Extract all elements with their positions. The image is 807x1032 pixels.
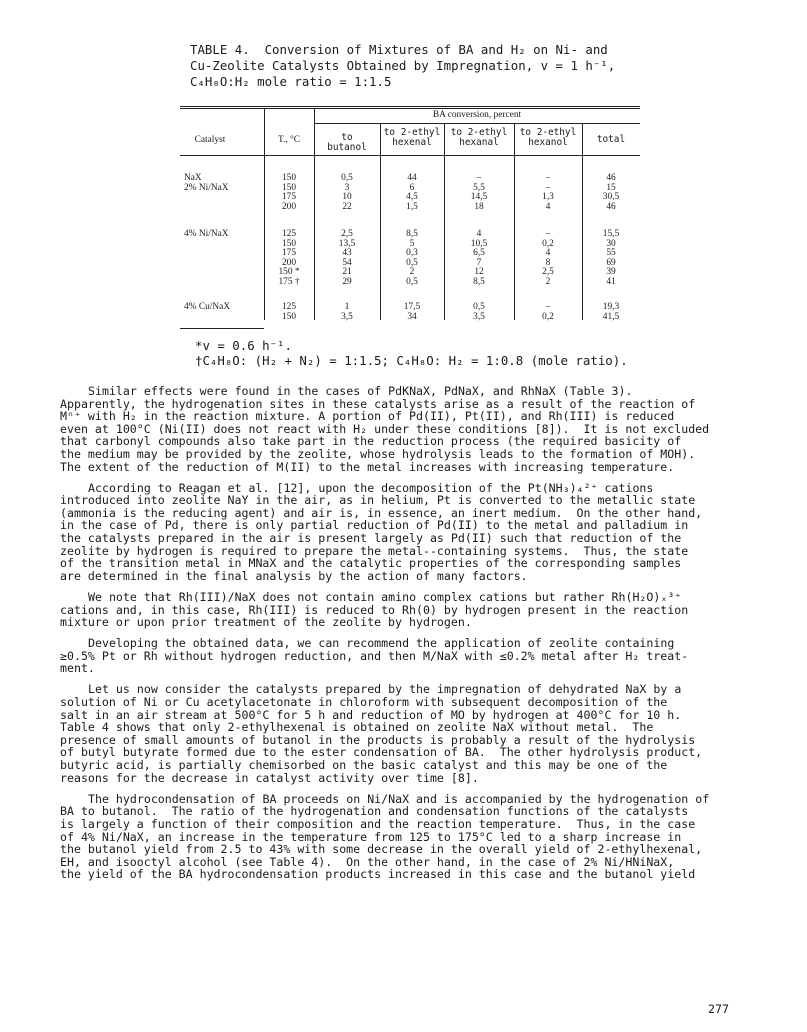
table-cell: 150 [281, 311, 297, 322]
table-cell: 4% Ni/NaX [184, 229, 229, 239]
table-cell: 1,3 [542, 192, 554, 203]
group-header: BA conversion, percent [432, 110, 522, 120]
column-hexenal-cells [380, 230, 444, 288]
paragraph-line: We note that Rh(III)/NaX does not contain amino complex cations but rather Rh(H₂O)ₓ³⁺ [88, 589, 682, 604]
column-hexanol-cells [514, 303, 582, 322]
col-sep [444, 123, 445, 320]
table-cell: 200 [281, 201, 297, 212]
table-cell: NaX [184, 173, 202, 183]
header-line: to 2-ethyl [450, 127, 508, 138]
header-line: hexanol [528, 137, 568, 148]
column-hexenal-cells [380, 174, 444, 212]
paragraph-line: even at 100°C (Ni(II) does not react with H₂ under these conditions [8]). It is not excluded [60, 421, 710, 436]
paragraph-line: The extent of the reduction of M(II) to the metal increases with increasing temperature. [60, 459, 675, 474]
column-catalyst-cells [184, 303, 262, 313]
paragraph-line: butyric acid, is partially chemisorbed on the basic catalyst and this may be one of the [60, 758, 668, 773]
paragraph-line: EH, and isooctyl alcohol (see Table 4). On the other hand, in the case of 2% Ni/HNiNaX, [60, 854, 675, 869]
header-line: to 2-ethyl [383, 127, 441, 138]
paragraph-line: introduced into zeolite NaY in the air, as in helium, Pt is converted to the metallic state [60, 493, 696, 508]
table-cell: 2,5 [341, 229, 353, 239]
header-to-ethylhexanol [514, 128, 582, 148]
column-total-cells [582, 174, 640, 212]
paragraph-line: According to Reagan et al. [12], upon the decomposition of the Pt(NH₃)₄²⁺ cations [88, 480, 654, 495]
table-cell: 54 [342, 257, 352, 268]
table-cell: 7 [476, 257, 482, 268]
column-total-cells [582, 303, 640, 322]
paragraph-line: Let us now consider the catalysts prepared by the impregnation of dehydrated NaX by a [88, 682, 682, 697]
page-number: 277 [708, 1002, 729, 1016]
paragraph-line: solution of Ni or Cu acetylacetonate in chloroform with subsequent decomposition of the [60, 695, 668, 710]
table-cell: 17,5 [403, 302, 421, 312]
table-cell: 4 [545, 201, 551, 212]
column-hexenal-cells [380, 303, 444, 322]
paragraph [60, 385, 750, 473]
paragraph-line: The hydrocondensation of BA proceeds on Ni/NaX and is accompanied by the hydrogenation of [88, 791, 710, 806]
paragraph-line: are determined in the final analysis by the action of many factors. [60, 568, 528, 583]
table-cell: – [545, 302, 551, 312]
table-cell: 8,5 [406, 229, 418, 239]
header-line: to [341, 132, 353, 143]
paragraph [60, 793, 750, 881]
table-cell: 34 [407, 311, 417, 322]
table-cell: 0,5 [406, 257, 418, 268]
group-header-rule [314, 123, 640, 124]
paragraph-line: zeolite by hydrogen is required to prepare the metal--containing systems. Thus, the state [60, 543, 689, 558]
footnote: †C₄H₈O: (H₂ + N₂) = 1:1.5; C₄H₈O: H₂ = 1:0.8 (mole ratio). [195, 353, 628, 368]
footnote: *v = 0.6 h⁻¹. [195, 338, 292, 353]
paragraph-line: is largely a function of their composition and the reaction temperature. Thus, in the case [60, 816, 696, 831]
table-cell: 0,5 [406, 276, 418, 287]
table-cell: 19,3 [602, 302, 620, 312]
table-cell: 3,5 [473, 311, 485, 322]
header-to-butanol [314, 133, 380, 153]
table-cell: 46 [606, 201, 616, 212]
table-cell: 8,5 [473, 276, 485, 287]
table-cell: 150 [281, 238, 297, 249]
table-cell: 125 [281, 302, 297, 312]
table-cell: 12 [474, 267, 484, 278]
table-cell: 22 [342, 201, 352, 212]
table-footnotes [195, 338, 628, 368]
table-cell: 175 [281, 192, 297, 203]
paragraph-line: the butanol yield from 2.5 to 43% with some decrease in the overall yield of 2-ethylhexenal, [60, 842, 703, 857]
col-sep [380, 123, 381, 320]
data-table [180, 106, 640, 330]
column-hexanal-cells [444, 303, 514, 322]
table-cell: 55 [606, 248, 616, 259]
table-cell: 30,5 [602, 192, 620, 203]
paragraph-line: Similar effects were found in the cases of PdKNaX, PdNaX, and RhNaX (Table 3). [88, 384, 633, 398]
paragraph-line: presence of small amounts of butanol in the products is probably a result of the hydrolysis [60, 732, 696, 747]
table-cell: 10 [342, 192, 352, 203]
paragraph-line: Developing the obtained data, we can recommend the application of zeolite containing [88, 636, 675, 651]
column-temp-cells [264, 230, 314, 288]
header-line: hexanal [459, 137, 499, 148]
table-cell: – [545, 182, 551, 193]
body-text [60, 385, 750, 889]
paragraph [60, 591, 750, 629]
table-cell: 4% Cu/NaX [184, 302, 231, 312]
table-cell: 4,5 [406, 192, 418, 203]
table-cell: 18 [474, 201, 484, 212]
table-cell: 6 [409, 182, 415, 193]
table-cell: 3 [344, 182, 350, 193]
table-cell: 8 [545, 257, 551, 268]
paragraph-line: Table 4 shows that only 2-ethylhexenal is obtained on zeolite NaX without metal. The [60, 720, 654, 735]
table-cell: 15 [606, 182, 616, 193]
paragraph-line: Mⁿ⁺ with H₂ in the reaction mixture. A portion of Pd(II), Pt(II), and Rh(III) is reduced [60, 409, 675, 424]
table-cell: 39 [606, 267, 616, 278]
paragraph-line: salt in an air stream at 500°C for 5 h and reduction of MO by hydrogen at 400°C for 10 h. [60, 707, 682, 722]
table-cell: 175 [281, 248, 297, 259]
paragraph-line: cations and, in this case, Rh(III) is reduced to Rh(0) by hydrogen present in the reaction [60, 602, 689, 617]
col-sep [582, 123, 583, 320]
paragraph-line: (ammonia is the reducing agent) and air is, in essence, an inert medium. On the other hand, [60, 505, 703, 520]
paragraph-line: in the case of Pd, there is only partial reduction of Pd(II) to the metal and palladium in [60, 518, 689, 533]
table-cell: 0,2 [542, 311, 554, 322]
table-cell: 0,2 [542, 238, 554, 249]
header-line: hexenal [392, 137, 432, 148]
table-cell: – [545, 229, 551, 239]
table-cell: – [545, 173, 551, 183]
paragraph-line: the medium may be provided by the zeolite, whose hydrolysis leads to the formation of MOH). [60, 446, 696, 461]
paragraph-line: of 4% Ni/NaX, an increase in the temperature from 125 to 175°C led to a sharp increase in [60, 829, 682, 844]
caption-line: TABLE 4. Conversion of Mixtures of BA and H₂ on Ni- and [190, 42, 608, 57]
paragraph-line: ment. [60, 661, 95, 676]
table-cell: 4 [476, 229, 482, 239]
column-butanol-cells [314, 230, 380, 288]
table-cell: 150 * [278, 267, 300, 278]
table-cell: 4 [545, 248, 551, 259]
column-hexanal-cells [444, 174, 514, 212]
column-butanol-cells [314, 174, 380, 212]
table-caption [190, 42, 630, 90]
table-cell: 175 † [278, 276, 300, 287]
column-temp-cells [264, 303, 314, 322]
caption-line: Cu-Zeolite Catalysts Obtained by Impregnation, v = 1 h⁻¹, [190, 58, 616, 73]
table-cell: 2 [545, 276, 551, 287]
paragraph-line: ≥0.5% Pt or Rh without hydrogen reduction, and then M/NaX with ≤0.2% metal after H₂ treat- [60, 648, 689, 663]
table-top-rule-double [180, 108, 640, 109]
table-cell: 2 [409, 267, 415, 278]
paragraph [60, 482, 750, 583]
table-cell: 14,5 [470, 192, 488, 203]
column-hexanol-cells [514, 230, 582, 288]
paragraph-line: the catalysts prepared in the air is present largely as Pd(II) such that reduction of the [60, 531, 682, 546]
table-cell: 5 [409, 238, 415, 249]
table-cell: 41 [606, 276, 616, 287]
header-line: butanol [327, 142, 367, 153]
table-top-rule [180, 106, 640, 107]
col-sep [514, 123, 515, 320]
table-cell: 200 [281, 257, 297, 268]
table-cell: 30 [606, 238, 616, 249]
header-line: to 2-ethyl [519, 127, 577, 138]
paragraph-line: mixture or upon prior treatment of the zeolite by hydrogen. [60, 615, 472, 630]
table-cell: 10,5 [470, 238, 488, 249]
table-cell: 150 [281, 173, 297, 183]
table-cell: 44 [407, 173, 417, 183]
column-hexanal-cells [444, 230, 514, 288]
table-cell: 1,5 [406, 201, 418, 212]
header-catalyst: Catalyst [194, 135, 226, 145]
table-cell: 2,5 [542, 267, 554, 278]
header-bottom-rule [180, 155, 640, 156]
table-cell: 2% Ni/NaX [184, 182, 229, 193]
header-temp: T., °C [277, 135, 301, 145]
paragraph-line: of butyl butyrate formed due to the ester condensation of BA. The other hydrolysis product, [60, 745, 703, 760]
table-cell: 3,5 [341, 311, 353, 322]
paragraph [60, 637, 750, 675]
header-to-ethylhexanal [444, 128, 514, 148]
table-bottom-rule [180, 328, 264, 329]
column-total-cells [582, 230, 640, 288]
paragraph-line: reasons for the decrease in catalyst activity over time [8]. [60, 770, 479, 785]
table-cell: 5,5 [473, 182, 485, 193]
column-catalyst-cells [184, 230, 262, 240]
paragraph-line: the yield of the BA hydrocondensation products increased in this case and the butanol yield [60, 867, 696, 882]
table-cell: – [476, 173, 482, 183]
header-total: total [596, 134, 626, 145]
header-to-ethylhexenal [380, 128, 444, 148]
table-cell: 125 [281, 229, 297, 239]
table-cell: 41,5 [602, 311, 620, 322]
table-cell: 21 [342, 267, 352, 278]
table-cell: 0,5 [341, 173, 353, 183]
table-cell: 43 [342, 248, 352, 259]
column-butanol-cells [314, 303, 380, 322]
paragraph-line: that carbonyl compounds also take part in the reduction process (the required basicity of [60, 434, 682, 449]
table-cell: 150 [281, 182, 297, 193]
paragraph-line: Apparently, the hydrogenation sites in these catalysts arise as a result of the reaction of [60, 396, 696, 411]
table-cell: 0,3 [406, 248, 418, 259]
caption-line: C₄H₈O:H₂ mole ratio = 1:1.5 [190, 74, 392, 89]
table-cell: 46 [606, 173, 616, 183]
table-cell: 15,5 [602, 229, 620, 239]
table-cell: 69 [606, 257, 616, 268]
table-cell: 29 [342, 276, 352, 287]
paragraph-line: of the transition metal in MNaX and the catalytic properties of the corresponding samples [60, 556, 682, 571]
table-cell: 6,5 [473, 248, 485, 259]
table-cell: 0,5 [473, 302, 485, 312]
table-cell: 13,5 [338, 238, 356, 249]
column-catalyst-cells [184, 174, 262, 193]
column-hexanol-cells [514, 174, 582, 212]
table-cell: 1 [344, 302, 350, 312]
paragraph-line: BA to butanol. The ratio of the hydrogenation and condensation functions of the catalysts [60, 804, 689, 819]
paragraph [60, 683, 750, 784]
column-temp-cells [264, 174, 314, 212]
